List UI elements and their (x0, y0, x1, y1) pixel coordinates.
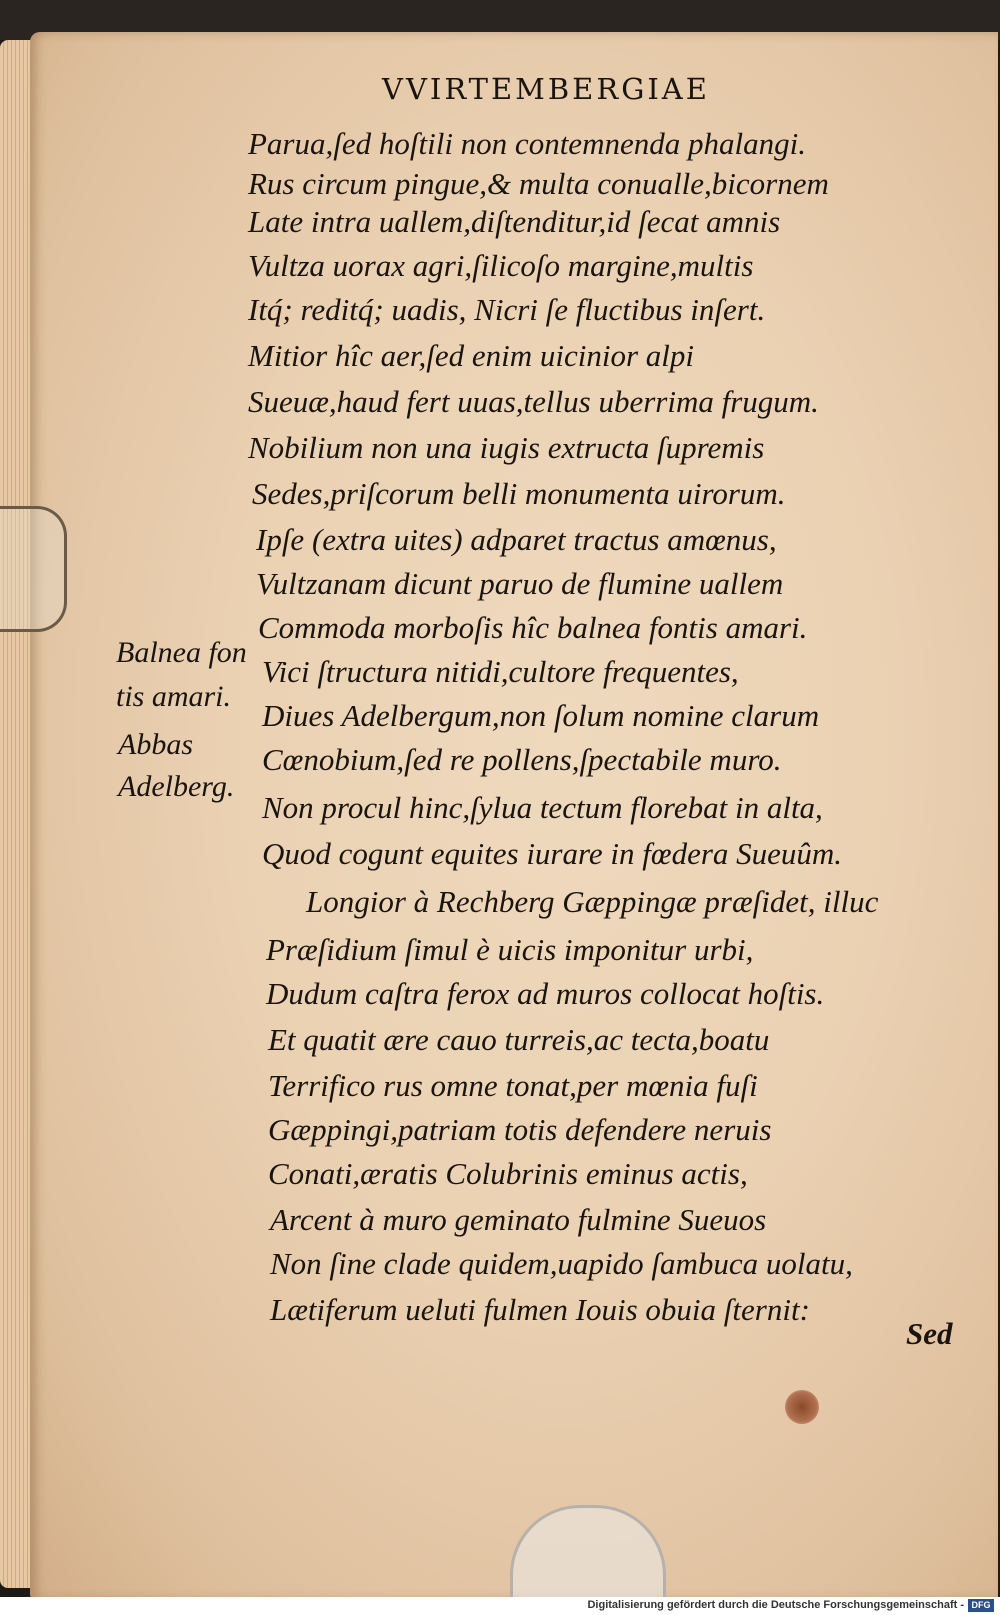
verse-line: Terrifico rus omne tonat,per mœnia fuſi (268, 1068, 758, 1103)
verse-line: Commoda morboſis hîc balnea fontis amari. (258, 610, 808, 645)
verse-line: Nobilium non una iugis extructa ſupremis (248, 430, 765, 465)
verse-line: Diues Adelbergum,non ſolum nomine clarum (262, 698, 820, 733)
verse-line: Vultza uorax agri,ſilicoſo margine,multis (248, 248, 754, 283)
stain-spot (785, 1390, 819, 1424)
footer-text: Digitalisierung gefördert durch die Deutsche Forschungsgemeinschaft - (587, 1599, 964, 1611)
verse-line: Mitior hîc aer,ſed enim uicinior alpi (248, 338, 695, 373)
verse-line: Non ſine clade quidem,uapido ſambuca uolatu, (270, 1246, 853, 1281)
verse-line: Conati,æratis Colubrinis eminus actis, (268, 1156, 748, 1191)
verse-line: Rus circum pingue,& multa conualle,bicornem (248, 166, 829, 201)
verse-line: Præſidium ſimul è uicis imponitur urbi, (266, 932, 754, 967)
marginal-note: Abbas (118, 728, 193, 761)
verse-line: Lætiferum ueluti fulmen Iouis obuia ſternit: (270, 1292, 810, 1327)
running-header: VVIRTEMBERGIAE (382, 72, 710, 106)
verse-line: Sedes,priſcorum belli monumenta uirorum. (252, 476, 786, 511)
verse-line: Parua,ſed hoſtili non contemnenda phalangi. (248, 126, 806, 161)
verse-line: Sueuæ,haud fert uuas,tellus uberrima frugum. (248, 384, 819, 419)
digitization-footer (0, 1597, 1000, 1615)
verse-line: Quod cogunt equites iurare in fœdera Sueuûm. (262, 836, 843, 871)
marginal-note: Balnea fon (116, 636, 247, 669)
verse-line: Et quatit ære cauo turreis,ac tecta,boatu (268, 1022, 770, 1057)
verse-line: Cœnobium,ſed re pollens,ſpectabile muro. (262, 742, 782, 777)
dfg-logo: DFG (968, 1599, 994, 1612)
verse-line: Late intra uallem,diſtenditur,id ſecat amnis (248, 204, 781, 239)
marginal-note: tis amari. (116, 680, 232, 713)
marginal-note: Adelberg. (118, 770, 235, 803)
verse-line: Vultzanam dicunt paruo de flumine uallem (256, 566, 784, 601)
verse-line: Longior à Rechberg Gæppingæ præſidet, illuc (306, 884, 879, 919)
verse-line: Non procul hinc,ſylua tectum florebat in alta, (262, 790, 823, 825)
verse-line: Arcent à muro geminato fulmine Sueuos (270, 1202, 767, 1237)
verse-line: Dudum caſtra ferox ad muros collocat hoſtis. (266, 976, 825, 1011)
verse-line: Ipſe (extra uites) adparet tractus amœnus, (256, 522, 777, 557)
catchword: Sed (906, 1316, 953, 1351)
page-clip-left (0, 506, 67, 632)
verse-line: Gæppingi,patriam totis defendere neruis (268, 1112, 772, 1147)
verse-line: Vici ſtructura nitidi,cultore frequentes, (262, 654, 739, 689)
verse-line: Itq́; reditq́; uadis, Nicri ſe fluctibus inſert. (248, 292, 766, 327)
